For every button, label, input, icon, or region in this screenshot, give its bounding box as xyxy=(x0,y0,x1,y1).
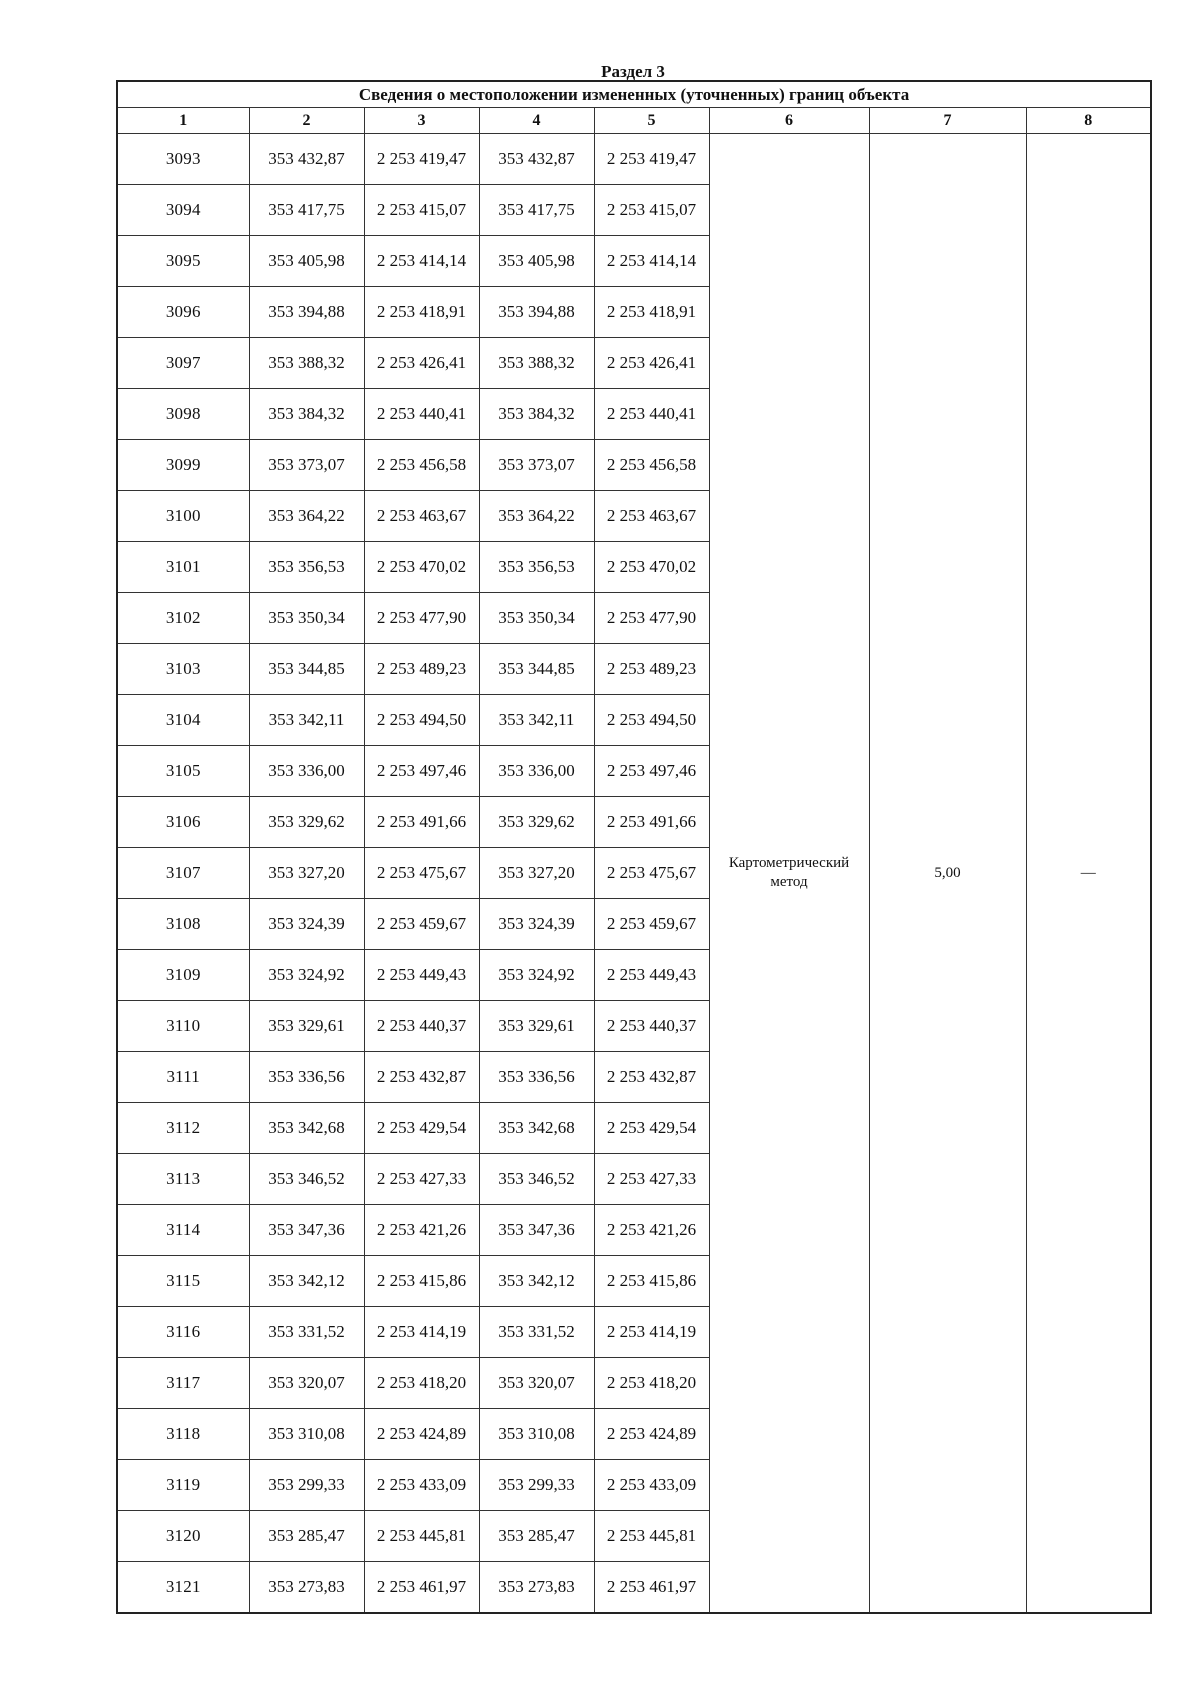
y-coordinate-cell: 2 253 497,46 xyxy=(594,746,709,797)
point-number-cell: 3107 xyxy=(117,848,249,899)
point-number-cell: 3109 xyxy=(117,950,249,1001)
section-title: Раздел 3 xyxy=(601,62,665,81)
x-coordinate-cell: 353 299,33 xyxy=(249,1460,364,1511)
y-coordinate-cell: 2 253 445,81 xyxy=(364,1511,479,1562)
x-coordinate-cell: 353 405,98 xyxy=(479,236,594,287)
x-coordinate-cell: 353 344,85 xyxy=(479,644,594,695)
x-coordinate-cell: 353 324,92 xyxy=(479,950,594,1001)
y-coordinate-cell: 2 253 497,46 xyxy=(364,746,479,797)
y-coordinate-cell: 2 253 426,41 xyxy=(364,338,479,389)
point-number-cell: 3101 xyxy=(117,542,249,593)
y-coordinate-cell: 2 253 427,33 xyxy=(594,1154,709,1205)
x-coordinate-cell: 353 373,07 xyxy=(249,440,364,491)
y-coordinate-cell: 2 253 414,19 xyxy=(364,1307,479,1358)
point-number-cell: 3106 xyxy=(117,797,249,848)
y-coordinate-cell: 2 253 461,97 xyxy=(364,1562,479,1614)
x-coordinate-cell: 353 350,34 xyxy=(249,593,364,644)
x-coordinate-cell: 353 273,83 xyxy=(479,1562,594,1614)
y-coordinate-cell: 2 253 463,67 xyxy=(364,491,479,542)
y-coordinate-cell: 2 253 429,54 xyxy=(594,1103,709,1154)
x-coordinate-cell: 353 432,87 xyxy=(249,134,364,185)
x-coordinate-cell: 353 394,88 xyxy=(479,287,594,338)
y-coordinate-cell: 2 253 418,91 xyxy=(364,287,479,338)
column-number: 1 xyxy=(117,108,249,134)
x-coordinate-cell: 353 356,53 xyxy=(479,542,594,593)
x-coordinate-cell: 353 394,88 xyxy=(249,287,364,338)
x-coordinate-cell: 353 405,98 xyxy=(249,236,364,287)
y-coordinate-cell: 2 253 449,43 xyxy=(364,950,479,1001)
x-coordinate-cell: 353 299,33 xyxy=(479,1460,594,1511)
x-coordinate-cell: 353 432,87 xyxy=(479,134,594,185)
x-coordinate-cell: 353 344,85 xyxy=(249,644,364,695)
y-coordinate-cell: 2 253 421,26 xyxy=(364,1205,479,1256)
point-number-cell: 3095 xyxy=(117,236,249,287)
y-coordinate-cell: 2 253 461,97 xyxy=(594,1562,709,1614)
y-coordinate-cell: 2 253 494,50 xyxy=(594,695,709,746)
boundary-coordinates-table xyxy=(116,80,1152,1614)
y-coordinate-cell: 2 253 419,47 xyxy=(594,134,709,185)
x-coordinate-cell: 353 388,32 xyxy=(249,338,364,389)
accuracy-cell: 5,00 xyxy=(869,134,1026,1614)
point-number-cell: 3102 xyxy=(117,593,249,644)
y-coordinate-cell: 2 253 491,66 xyxy=(364,797,479,848)
x-coordinate-cell: 353 346,52 xyxy=(479,1154,594,1205)
point-number-cell: 3103 xyxy=(117,644,249,695)
y-coordinate-cell: 2 253 477,90 xyxy=(594,593,709,644)
y-coordinate-cell: 2 253 459,67 xyxy=(594,899,709,950)
y-coordinate-cell: 2 253 421,26 xyxy=(594,1205,709,1256)
x-coordinate-cell: 353 364,22 xyxy=(479,491,594,542)
point-number-cell: 3099 xyxy=(117,440,249,491)
x-coordinate-cell: 353 347,36 xyxy=(249,1205,364,1256)
x-coordinate-cell: 353 310,08 xyxy=(479,1409,594,1460)
x-coordinate-cell: 353 336,00 xyxy=(249,746,364,797)
x-coordinate-cell: 353 373,07 xyxy=(479,440,594,491)
y-coordinate-cell: 2 253 414,14 xyxy=(594,236,709,287)
y-coordinate-cell: 2 253 494,50 xyxy=(364,695,479,746)
table-body xyxy=(117,134,1151,1614)
y-coordinate-cell: 2 253 433,09 xyxy=(364,1460,479,1511)
point-number-cell: 3093 xyxy=(117,134,249,185)
point-number-cell: 3114 xyxy=(117,1205,249,1256)
x-coordinate-cell: 353 417,75 xyxy=(479,185,594,236)
point-number-cell: 3113 xyxy=(117,1154,249,1205)
y-coordinate-cell: 2 253 470,02 xyxy=(364,542,479,593)
y-coordinate-cell: 2 253 475,67 xyxy=(364,848,479,899)
y-coordinate-cell: 2 253 463,67 xyxy=(594,491,709,542)
x-coordinate-cell: 353 342,12 xyxy=(249,1256,364,1307)
y-coordinate-cell: 2 253 456,58 xyxy=(594,440,709,491)
column-number-row xyxy=(117,108,1151,134)
y-coordinate-cell: 2 253 429,54 xyxy=(364,1103,479,1154)
x-coordinate-cell: 353 388,32 xyxy=(479,338,594,389)
y-coordinate-cell: 2 253 415,86 xyxy=(364,1256,479,1307)
column-number: 4 xyxy=(479,108,594,134)
y-coordinate-cell: 2 253 414,19 xyxy=(594,1307,709,1358)
y-coordinate-cell: 2 253 432,87 xyxy=(364,1052,479,1103)
y-coordinate-cell: 2 253 456,58 xyxy=(364,440,479,491)
y-coordinate-cell: 2 253 440,37 xyxy=(364,1001,479,1052)
x-coordinate-cell: 353 336,56 xyxy=(479,1052,594,1103)
x-coordinate-cell: 353 342,68 xyxy=(249,1103,364,1154)
y-coordinate-cell: 2 253 445,81 xyxy=(594,1511,709,1562)
y-coordinate-cell: 2 253 414,14 xyxy=(364,236,479,287)
x-coordinate-cell: 353 364,22 xyxy=(249,491,364,542)
point-number-cell: 3110 xyxy=(117,1001,249,1052)
x-coordinate-cell: 353 347,36 xyxy=(479,1205,594,1256)
x-coordinate-cell: 353 336,00 xyxy=(479,746,594,797)
x-coordinate-cell: 353 350,34 xyxy=(479,593,594,644)
point-number-cell: 3119 xyxy=(117,1460,249,1511)
point-number-cell: 3111 xyxy=(117,1052,249,1103)
x-coordinate-cell: 353 329,61 xyxy=(249,1001,364,1052)
point-number-cell: 3100 xyxy=(117,491,249,542)
point-number-cell: 3115 xyxy=(117,1256,249,1307)
point-number-cell: 3121 xyxy=(117,1562,249,1614)
point-number-cell: 3105 xyxy=(117,746,249,797)
x-coordinate-cell: 353 342,11 xyxy=(249,695,364,746)
point-number-cell: 3104 xyxy=(117,695,249,746)
y-coordinate-cell: 2 253 415,86 xyxy=(594,1256,709,1307)
table-row xyxy=(117,134,1151,185)
x-coordinate-cell: 353 342,12 xyxy=(479,1256,594,1307)
point-number-cell: 3112 xyxy=(117,1103,249,1154)
point-number-cell: 3116 xyxy=(117,1307,249,1358)
x-coordinate-cell: 353 329,62 xyxy=(249,797,364,848)
x-coordinate-cell: 353 273,83 xyxy=(249,1562,364,1614)
x-coordinate-cell: 353 327,20 xyxy=(479,848,594,899)
column-number: 2 xyxy=(249,108,364,134)
y-coordinate-cell: 2 253 424,89 xyxy=(594,1409,709,1460)
point-number-cell: 3120 xyxy=(117,1511,249,1562)
point-number-cell: 3094 xyxy=(117,185,249,236)
x-coordinate-cell: 353 324,92 xyxy=(249,950,364,1001)
y-coordinate-cell: 2 253 475,67 xyxy=(594,848,709,899)
x-coordinate-cell: 353 384,32 xyxy=(479,389,594,440)
point-number-cell: 3097 xyxy=(117,338,249,389)
y-coordinate-cell: 2 253 415,07 xyxy=(594,185,709,236)
y-coordinate-cell: 2 253 449,43 xyxy=(594,950,709,1001)
y-coordinate-cell: 2 253 440,41 xyxy=(594,389,709,440)
y-coordinate-cell: 2 253 418,91 xyxy=(594,287,709,338)
y-coordinate-cell: 2 253 424,89 xyxy=(364,1409,479,1460)
x-coordinate-cell: 353 331,52 xyxy=(249,1307,364,1358)
x-coordinate-cell: 353 324,39 xyxy=(479,899,594,950)
column-number: 6 xyxy=(709,108,869,134)
x-coordinate-cell: 353 336,56 xyxy=(249,1052,364,1103)
y-coordinate-cell: 2 253 459,67 xyxy=(364,899,479,950)
x-coordinate-cell: 353 327,20 xyxy=(249,848,364,899)
column-number: 5 xyxy=(594,108,709,134)
x-coordinate-cell: 353 342,68 xyxy=(479,1103,594,1154)
x-coordinate-cell: 353 320,07 xyxy=(249,1358,364,1409)
x-coordinate-cell: 353 285,47 xyxy=(249,1511,364,1562)
y-coordinate-cell: 2 253 489,23 xyxy=(364,644,479,695)
x-coordinate-cell: 353 324,39 xyxy=(249,899,364,950)
y-coordinate-cell: 2 253 415,07 xyxy=(364,185,479,236)
x-coordinate-cell: 353 285,47 xyxy=(479,1511,594,1562)
table-caption: Сведения о местоположении измененных (уточненных) границ объекта xyxy=(117,81,1151,108)
description-cell: — xyxy=(1026,134,1151,1614)
y-coordinate-cell: 2 253 426,41 xyxy=(594,338,709,389)
y-coordinate-cell: 2 253 419,47 xyxy=(364,134,479,185)
point-number-cell: 3118 xyxy=(117,1409,249,1460)
y-coordinate-cell: 2 253 427,33 xyxy=(364,1154,479,1205)
y-coordinate-cell: 2 253 432,87 xyxy=(594,1052,709,1103)
point-number-cell: 3108 xyxy=(117,899,249,950)
method-cell: Картометрический метод xyxy=(709,134,869,1614)
x-coordinate-cell: 353 417,75 xyxy=(249,185,364,236)
column-number: 8 xyxy=(1026,108,1151,134)
y-coordinate-cell: 2 253 440,37 xyxy=(594,1001,709,1052)
y-coordinate-cell: 2 253 418,20 xyxy=(364,1358,479,1409)
x-coordinate-cell: 353 346,52 xyxy=(249,1154,364,1205)
x-coordinate-cell: 353 329,62 xyxy=(479,797,594,848)
point-number-cell: 3096 xyxy=(117,287,249,338)
column-number: 3 xyxy=(364,108,479,134)
y-coordinate-cell: 2 253 440,41 xyxy=(364,389,479,440)
y-coordinate-cell: 2 253 418,20 xyxy=(594,1358,709,1409)
x-coordinate-cell: 353 320,07 xyxy=(479,1358,594,1409)
column-number: 7 xyxy=(869,108,1026,134)
x-coordinate-cell: 353 310,08 xyxy=(249,1409,364,1460)
x-coordinate-cell: 353 342,11 xyxy=(479,695,594,746)
y-coordinate-cell: 2 253 491,66 xyxy=(594,797,709,848)
point-number-cell: 3117 xyxy=(117,1358,249,1409)
y-coordinate-cell: 2 253 470,02 xyxy=(594,542,709,593)
y-coordinate-cell: 2 253 433,09 xyxy=(594,1460,709,1511)
x-coordinate-cell: 353 329,61 xyxy=(479,1001,594,1052)
point-number-cell: 3098 xyxy=(117,389,249,440)
y-coordinate-cell: 2 253 489,23 xyxy=(594,644,709,695)
x-coordinate-cell: 353 384,32 xyxy=(249,389,364,440)
x-coordinate-cell: 353 356,53 xyxy=(249,542,364,593)
y-coordinate-cell: 2 253 477,90 xyxy=(364,593,479,644)
x-coordinate-cell: 353 331,52 xyxy=(479,1307,594,1358)
